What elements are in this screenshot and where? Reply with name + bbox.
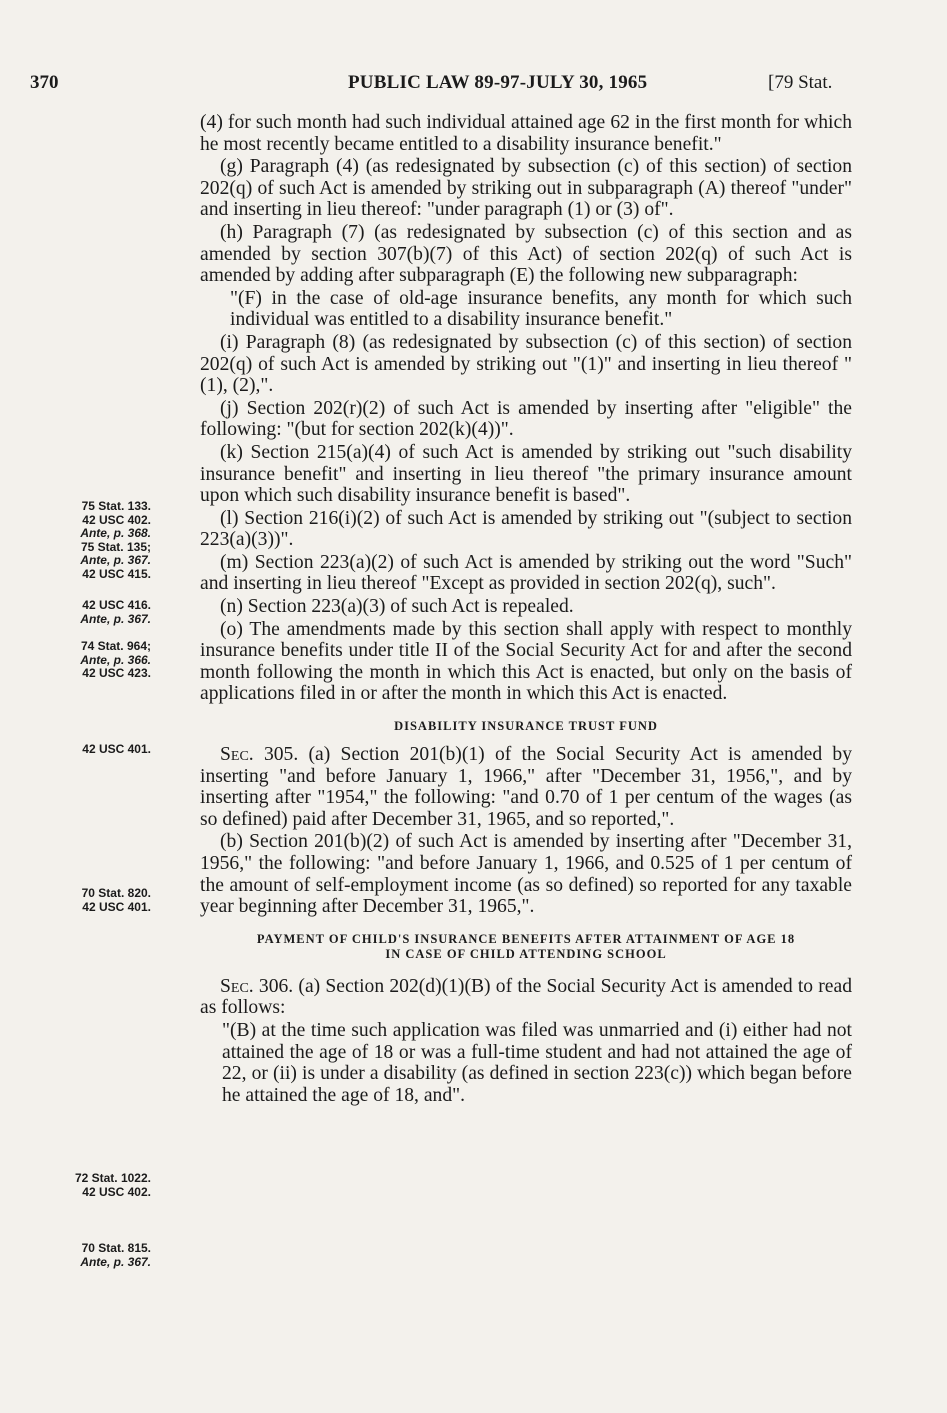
margin-note-line: 70 Stat. 815. xyxy=(81,1241,151,1255)
section-label: Sec. 306. xyxy=(220,975,294,997)
page-number: 370 xyxy=(30,72,59,93)
paragraph-o: (o) The amendments made by this section shall apply with respect to monthly insurance benefits under title II of the Social Security Act for and after the second month following the month in which this Act is enacted, but only on the basis of applications filed in or after the month in which this Act is enacted. xyxy=(200,618,852,705)
paragraph-n: (n) Section 223(a)(3) of such Act is repealed. xyxy=(220,596,574,618)
margin-note-line: 42 USC 423. xyxy=(82,666,151,680)
margin-note-line: Ante, p. 367. xyxy=(80,611,151,626)
paragraph-k: (k) Section 215(a)(4) of such Act is amended by striking out "such disability insurance benefit" and inserting in lieu thereof "the primary insurance amount upon which such disability insurance benefit is based". xyxy=(200,441,852,507)
paragraph-F: "(F) in the case of old-age insurance benefits, any month for which such individual was entitled to a disability insurance benefit." xyxy=(230,287,852,331)
margin-note-m xyxy=(1,640,151,681)
section-label: Sec. 305. xyxy=(220,744,299,766)
margin-note-line: 70 Stat. 820. xyxy=(81,886,151,900)
statute-volume: [79 Stat. xyxy=(768,72,833,93)
paragraph-m: (m) Section 223(a)(2) of such Act is amended by striking out the word "Such" and inserting in lieu thereof "Except as provided in section 202(q), such". xyxy=(200,551,852,595)
paragraph-g: (g) Paragraph (4) (as redesignated by subsection (c) of this section) of section 202(q) of such Act is amended by striking out in subparagraph (A) thereof "under" and inserting in lieu thereof: "under paragraph (1) or (3) of". xyxy=(200,156,852,221)
margin-note-line: 42 USC 415. xyxy=(82,566,151,581)
paragraph-h: (h) Paragraph (7) (as redesignated by subsection (c) of this section and as amended by section 307(b)(7) of this Act) of section 202(q) of such Act is amended by adding after subparagraph (E) the following new subparagraph: xyxy=(200,221,852,287)
margin-note-line: 75 Stat. 135; xyxy=(80,539,151,554)
margin-note-line: Ante, p. 367. xyxy=(80,1254,151,1269)
running-title: PUBLIC LAW 89-97-JULY 30, 1965 xyxy=(348,72,648,93)
margin-note-line: 42 USC 401. xyxy=(82,742,151,756)
margin-note-line: Ante, p. 366. xyxy=(80,652,151,667)
margin-note-j-k xyxy=(1,500,151,581)
margin-note-line: Ante, p. 367. xyxy=(80,553,151,567)
section-305-b: (b) Section 201(b)(2) of such Act is amended by inserting after "December 31, 1956," the following: "and before January 1, 1966, and 0.525 of 1 per centum of the amount of self-employment income (as so defined) so reported for any taxable year beginning after December 31, 1965,". xyxy=(200,831,852,918)
section-heading-disability-trust-fund: DISABILITY INSURANCE TRUST FUND xyxy=(394,719,658,734)
margin-note-line: 42 USC 416. xyxy=(82,598,151,612)
margin-note-line: 72 Stat. 1022. xyxy=(74,1171,151,1185)
section-305-a xyxy=(200,744,852,830)
body-text xyxy=(200,112,852,1107)
margin-note-line: 74 Stat. 964; xyxy=(80,639,151,653)
paragraph-4: (4) for such month had such individual attained age 62 in the first month for which he most recently became entitled to a disability insurance benefit." xyxy=(200,112,852,155)
section-306-a xyxy=(200,976,852,1019)
margin-note-sec306-b xyxy=(1,1242,151,1269)
paragraph-l: (l) Section 216(i)(2) of such Act is amended by striking out "(subject to section 223(a)(3))". xyxy=(200,507,852,551)
margin-note-o xyxy=(1,743,151,757)
section-text: (a) Section 201(b)(1) of the Social Security Act is amended by inserting "and before January 1, 1966," after "December 31, 1956,", and by inserting after "1954," the following: "and 0.70 of 1 per centum of the wages (as so defined) paid after December 31, 1965, and so reported,". xyxy=(200,744,852,830)
paragraph-j: (j) Section 202(r)(2) of such Act is amended by inserting after "eligible" the following: "(but for section 202(k)(4))". xyxy=(200,397,852,441)
margin-note-line: 42 USC 402. xyxy=(82,1184,151,1199)
heading-line: PAYMENT OF CHILD'S INSURANCE BENEFITS AFTER ATTAINMENT OF AGE 18 xyxy=(256,931,796,946)
heading-line: IN CASE OF CHILD ATTENDING SCHOOL xyxy=(385,946,667,961)
section-heading-child-benefits xyxy=(200,932,852,962)
margin-note-l xyxy=(1,599,151,626)
margin-note-line: 42 USC 402. xyxy=(82,512,151,527)
section-text: (a) Section 202(d)(1)(B) of the Social Security Act is amended to read as follows: xyxy=(200,975,853,1019)
margin-note-line: Ante, p. 368. xyxy=(80,526,151,540)
margin-note-line: 42 USC 401. xyxy=(82,899,151,914)
section-306-B: "(B) at the time such application was filed was unmarried and (i) either had not attained the age of 18 or was a full-time student and had not attained the age of 22, or (ii) is under a disability (as defined in section 223(c)) which began before he attained the age of 18, and". xyxy=(222,1019,852,1106)
margin-note-line: 75 Stat. 133. xyxy=(81,499,151,513)
margin-note-sec306 xyxy=(1,1172,151,1199)
paragraph-i: (i) Paragraph (8) (as redesignated by subsection (c) of this section) of section 202(q) of such Act is amended by striking out "(1)" and inserting in lieu thereof "(1), (2),". xyxy=(200,331,852,397)
margin-note-sec305 xyxy=(1,887,151,914)
